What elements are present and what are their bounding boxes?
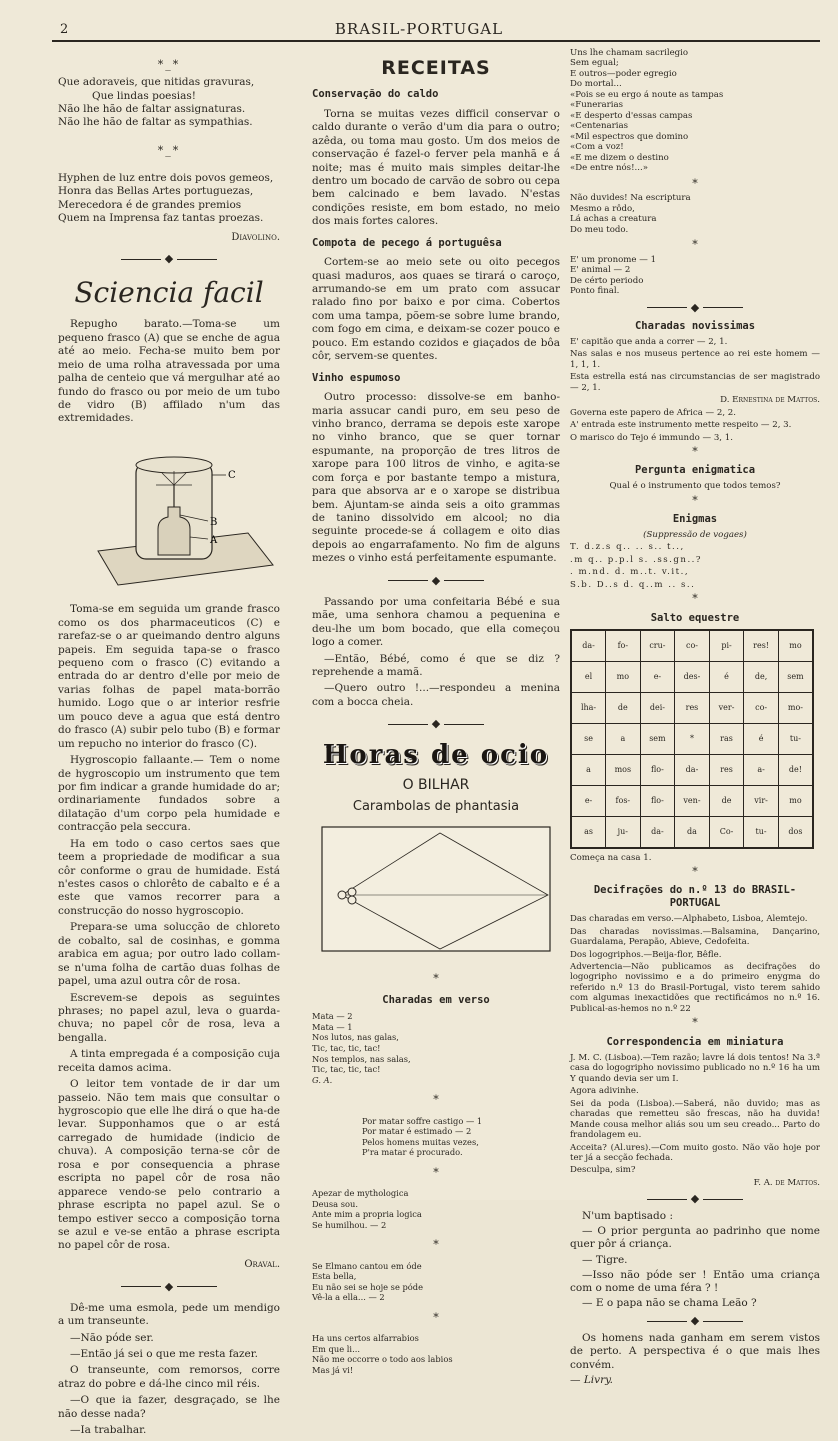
grid-cell: * [675, 723, 710, 754]
signature: Diavolino. [231, 231, 280, 243]
charade-line: Deusa sou. [312, 1198, 358, 1209]
decipher-item: Das charadas em verso.—Alphabeto, Lisboa, Alemtejo. [570, 914, 808, 925]
grid-cell: de [606, 692, 641, 723]
grid-cell: flo- [640, 785, 675, 816]
grid-row [571, 692, 813, 723]
charade-line: Em que li... [312, 1343, 360, 1354]
paragraph: A tinta empregada é a composição cuja receita damos acima. [58, 1048, 280, 1074]
poem-line: Que lindas poesias! [92, 89, 196, 102]
star-divider: * [692, 176, 698, 190]
page-header [0, 0, 838, 40]
paragraph: Toma-se em seguida um grande frasco como os dos pharmaceuticos (C) e rarefaz-se o ar queimando dentro alguns papeis. Em seguida tapa-se o frasco pequeno com o frasco (C) evitando a entrada do ar dentro d'elle por meio de varias folhas de papel mata-borrão humido. Logo que o ar interior resfrie um pouco deve a agua que está dentro do frasco (A) subir pelo tubo (B) e formar um repucho no interior do frasco (C). [58, 603, 280, 750]
charade [312, 1011, 560, 1085]
decipher-item: Dos logogriphos.—Beija-flor, Bêfle. [570, 949, 722, 960]
star-divider: * [692, 493, 698, 507]
grid-cell: da- [640, 816, 675, 848]
grid-cell: as [571, 816, 606, 848]
grid-cell: e- [640, 661, 675, 692]
star-divider: * [433, 1093, 439, 1107]
charade-line: Por matar é estimado — 2 [362, 1126, 472, 1137]
grid-cell: é [709, 661, 744, 692]
charade-line: P'ra matar é procurado. [362, 1147, 463, 1158]
charade-item: O marisco do Tejo é immundo — 3, 1. [570, 432, 733, 443]
charade-item: Esta estrella está nas circumstancias de ser magistrado — 2, 1. [570, 372, 820, 393]
poem-line: Honra das Bellas Artes portuguezas, [58, 185, 254, 198]
grid-cell: lha- [571, 692, 606, 723]
enigma-line: T. d.z.s q.. .. s.. t.., [570, 542, 685, 553]
paragraph: —Não póde ser. [70, 1331, 154, 1344]
correspondence-item: Acceita? (Al.ures).—Com muito gosto. Não vão hoje por ter já a secção fechada. [570, 1142, 820, 1163]
poem-line: E' animal — 2 [570, 265, 631, 276]
recipe-heading: Conservação do caldo [312, 88, 439, 101]
charade-poem [570, 193, 820, 235]
poem-line: Hyphen de luz entre dois povos gemeos, [58, 171, 274, 184]
label-b: B [210, 516, 218, 528]
star-divider: * [433, 1238, 439, 1252]
ornament-divider: ◆ [58, 252, 280, 266]
attribution: — Livry. [570, 1373, 613, 1386]
subsection-heading: Correspondencia em miniatura [606, 1035, 784, 1048]
grid-cell: fo- [606, 630, 641, 662]
paragraph: Os homens nada ganham em serem vistos de perto. A perspectiva é o que mais lhes convém. [570, 1332, 820, 1371]
paragraph: Hygroscopio fallaante.— Tem o nome de hygroscopio um instrumento que tem por fim indicar a grande humidade do ar; ordinariamente fundados sobre a dilatação d'um corpo pela humidade e contracção pela seccura. [58, 754, 280, 834]
poem-line: Do mortal... [570, 79, 622, 90]
stars-divider: *_* [157, 143, 181, 157]
recipe-heading: Vinho espumoso [312, 371, 401, 384]
grid-cell: el [571, 661, 606, 692]
charade-line: Se humilhou. — 2 [312, 1219, 387, 1230]
grid-cell: res [675, 692, 710, 723]
star-divider: * [692, 592, 698, 606]
paragraph: —O que ia fazer, desgraçado, se lhe não desse nada? [58, 1394, 280, 1420]
grid-cell: mo [606, 661, 641, 692]
grid-cell: ras [709, 723, 744, 754]
paragraph: —Isso não póde ser ! Então uma criança com o nome de uma féra ? ! [570, 1268, 820, 1294]
ornament-divider: ◆ [570, 301, 820, 314]
star-divider: * [433, 971, 439, 985]
paragraph: O leitor tem vontade de ir dar um passeio. Não tem mais que consultar o hygroscopio que elle lhe dirá o que ha-de levar. Supponhamos que o ar está carregado de humidade (indicio de chuva). A composição terna-se côr de rosa e por consequencia a phrase escripta no papel côr de rosa não apparece vendo-se pelo contrario a phrase escripta no papel azul. Se o tempo estiver secco a composição torna se azul e ve-se então a phrase escripta no papel côr de rosa. [58, 1078, 280, 1252]
knight-tour-grid [570, 629, 814, 849]
paragraph: — Tigre. [582, 1253, 628, 1266]
poem-line: «Pois se eu ergo á noute as tampas [570, 89, 724, 100]
decipher-item: Advertencia—Não publicamos as decifrações do logogripho novissimo e a do primeiro enygma do referido n.º 13 do Brasil-Portugal, visto terem sahido com algumas inexactidões que rectificámos no n.º 16. Publical-as-hemos no n.º 22 [570, 962, 820, 1014]
enigma-line: .m q.. p.p.l s. .ss.gn..? [570, 554, 703, 565]
star-divider: * [433, 1310, 439, 1324]
paragraph: O transeunte, com remorsos, corre atraz do pobre e dá-lhe cinco mil réis. [58, 1364, 280, 1390]
signature: Oraval. [244, 1258, 280, 1270]
section-title-fancy: Horas de ocio [322, 740, 550, 771]
poem-line: «Centenarias [570, 121, 629, 132]
grid-cell: de! [778, 754, 813, 785]
page-number: 2 [60, 22, 69, 37]
grid-row [571, 816, 813, 848]
grid-cell: fos- [606, 785, 641, 816]
grid-row [571, 661, 813, 692]
subsection-title: O BILHAR [402, 776, 470, 793]
poem-line: Não duvides! Na escriptura [570, 193, 691, 204]
grid-cell: tu- [744, 816, 779, 848]
star-divider: * [692, 1016, 698, 1030]
charade-line: Apezar de mythologica [312, 1188, 409, 1199]
correspondence-item: J. M. C. (Lisboa).—Tem razão; lavre lá dois tentos! Na 3.ª casa do logogripho novissimo publicado no n.º 16 ha um Y quando devia ser um I. [570, 1052, 820, 1084]
subsection-heading: Decifrações do n.º 13 do BRASIL-PORTUGAL [593, 884, 797, 910]
grid-cell: e- [571, 785, 606, 816]
grid-cell: a [571, 754, 606, 785]
paragraph: —Então já sei o que me resta fazer. [70, 1348, 258, 1361]
poem-line: Não lhe hão de faltar assignaturas. [58, 102, 246, 115]
correspondence-item: Desculpa, sim? [570, 1165, 636, 1176]
grid-cell: co- [675, 630, 710, 662]
charade-item: Governa este papero de Africa — 2, 2. [570, 407, 737, 418]
column-3 [570, 48, 820, 1389]
grid-cell: mos [606, 754, 641, 785]
charade-line: Se Elmano cantou em óde [312, 1260, 422, 1271]
grid-row [571, 630, 813, 662]
charade [312, 1188, 560, 1230]
poem-line: Uns lhe chamam sacrilegio [570, 48, 689, 58]
grid-cell: ju- [606, 816, 641, 848]
signature: D. Ernestina de Mattos. [720, 395, 820, 406]
grid-cell: flo- [640, 754, 675, 785]
grid-cell: a- [744, 754, 779, 785]
paragraph: Prepara-se uma solucção de chloreto de cobalto, sal de cosinhas, e gomma arabica em agua; por outro lado collam-se n'uma folha de cartão duas folhas de papel, uma azul outra côr de rosa. [58, 921, 280, 988]
charade-poem [570, 255, 820, 297]
poem-line: E' um pronome — 1 [570, 254, 657, 265]
grid-cell: é [744, 723, 779, 754]
poem-line: De cérto periodo [570, 275, 644, 286]
grid-cell: da [675, 816, 710, 848]
publication-title: BRASIL-PORTUGAL [334, 20, 504, 38]
paragraph: Ha em todo o caso certos saes que teem a propriedade de modificar a sua côr conforme o grau de humidade. Está n'estes casos o chlorêto de cabalto e é a este que vamos recorrer para a construcção do nosso hygroscopio. [58, 837, 280, 917]
charade-line: Por matar soffre castigo — 1 [362, 1115, 483, 1126]
label-c: C [228, 469, 236, 481]
paragraph: Repugho barato.—Toma-se um pequeno frasco (A) que se enche de agua até ao meio. Fecha-se muito bem por meio de uma rolha atravessada por uma palha de centeio que vá mergulhar até ao fundo do frasco ou por meio de um tubo de vidro (B) affilado n'um das extremidades. [58, 318, 280, 425]
ornament-divider: ◆ [570, 1314, 820, 1328]
correspondence-item: Agora adivinhe. [570, 1086, 639, 1097]
grid-cell: se [571, 723, 606, 754]
column-1 [58, 50, 280, 1441]
signature: F. A. de Mattos. [753, 1177, 820, 1188]
poem-line: Merecedora é de grandes premios [58, 198, 242, 211]
grid-cell: sem [778, 661, 813, 692]
charade-line: Ha uns certos alfarrabios [312, 1333, 419, 1344]
poem-2 [58, 172, 280, 226]
paragraph: Outro processo: dissolve-se em banho-maria assucar candi puro, em seu peso de vinho branco, derrama se depois este xarope no vinho branco, que se quer tornar espumante, na proporção de tres litros de xarope para 100 litros de vinho, e agita-se com força e por bastante tempo a mistura, para que absorva ar e o xarope se distribua bem. Ajuntam-se ainda seis a oito grammas de tanino dissolvido em alcool; no dia seguinte procede-se á collagem e oito dias depois ao engarrafamento. No fim de alguns mezes o vinho está perfeitamente espumante. [312, 391, 560, 565]
enigma-line: S.b. D..s d. q..m .. s.. [570, 579, 696, 590]
grid-cell: de [709, 785, 744, 816]
poem-line: E outros—poder egregio [570, 68, 677, 79]
billiard-diagram [312, 825, 560, 953]
ornament-divider: ◆ [58, 1280, 280, 1294]
poem-line: «Funerarias [570, 100, 623, 111]
charade-line: Não me occorre o todo aos labios [312, 1354, 453, 1365]
ornament-divider: ◆ [312, 574, 560, 588]
charade-signature: G. A. [312, 1074, 333, 1085]
subsection-subtitle: Carambolas de phantasia [352, 798, 520, 814]
poem-line: Do meu todo. [570, 224, 629, 235]
paragraph: — E o papa não se chama Leão ? [582, 1297, 757, 1310]
enigma-subtitle: (Suppressão de vogaes) [643, 529, 747, 540]
recipe-heading: Compota de pecego á portuguêsa [312, 236, 502, 249]
charade-line: Nos templos, nas salas, [312, 1053, 411, 1064]
grid-row [571, 785, 813, 816]
poem-line: Sem egual; [570, 58, 619, 69]
charade-line: Mata — 1 [312, 1021, 353, 1032]
poem-line: Ponto final. [570, 286, 620, 297]
label-a: A [210, 534, 218, 546]
grid-cell: co- [744, 692, 779, 723]
anecdote [570, 1210, 820, 1387]
subsection-heading: Enigmas [672, 513, 718, 526]
charade-line: Tic, tac, tic, tac! [312, 1042, 381, 1053]
charade-line: Mas já vi! [312, 1364, 354, 1375]
charade-line: Esta bella, [312, 1271, 357, 1282]
section-title: RECEITAS [381, 57, 491, 79]
grid-row [571, 754, 813, 785]
poem-line: Que adoraveis, que nitidas gravuras, [58, 76, 255, 89]
charade-line: Tic, tac, tic, tac! [312, 1064, 381, 1075]
charade [362, 1116, 560, 1158]
decipher-item: Das charadas novissimas.—Balsamina, Dançarino, Guardalama, Perapão, Abieve, Cedofeita. [570, 926, 820, 948]
grid-cell: res! [744, 630, 779, 662]
poem-line: «De entre nós!...» [570, 163, 648, 174]
grid-cell: dei- [640, 692, 675, 723]
star-divider: * [433, 1165, 439, 1179]
grid-cell: da- [675, 754, 710, 785]
grid-cell: vir- [744, 785, 779, 816]
grid-cell: mo [778, 630, 813, 662]
section-title: Sciencia facil [74, 275, 264, 309]
charade-item: E' capitão que anda a correr — 2, 1. [570, 336, 728, 347]
poem-line: Quem na Imprensa faz tantas proezas. [58, 212, 264, 225]
poem-line: Mesmo a rôdo, [570, 203, 635, 214]
star-divider: * [692, 445, 698, 459]
grid-cell: a [606, 723, 641, 754]
grid-cell: dos [778, 816, 813, 848]
poem-1 [58, 76, 280, 130]
charade-line: Pelos homens muitas vezes, [362, 1136, 479, 1147]
grid-cell: tu- [778, 723, 813, 754]
grid-cell: ver- [709, 692, 744, 723]
column-2 [312, 50, 560, 1375]
grid-cell: ven- [675, 785, 710, 816]
paragraph: Cortem-se ao meio sete ou oito pecegos quasi maduros, aos quaes se tirará o caroço, arrumando-se em um prato com assucar ralado fino por baixo e por cima. Cobertos com uma tampa, põem-se sobre lume brando, com fogo em cima, e deixam-se cozer pouco e pouco. Em estando cozidos e giaçados de bôa côr, servem-se quentes. [312, 256, 560, 363]
grid-note: Começa na casa 1. [570, 852, 652, 863]
grid-cell: mo [778, 785, 813, 816]
grid-cell: cru- [640, 630, 675, 662]
subsection-heading: Charadas em verso [382, 993, 490, 1006]
paragraph: Dê-me uma esmola, pede um mendigo a um transeunte. [58, 1301, 280, 1328]
flask-illustration [58, 433, 280, 593]
ornament-divider: ◆ [312, 717, 560, 731]
charade-line: Vê-la a ella... — 2 [312, 1292, 385, 1303]
subsection-heading: Charadas novissimas [634, 319, 756, 332]
grid-cell: pi- [709, 630, 744, 662]
charade-item: Nas salas e nos museus pertence ao rei este homem — 1, 1, 1. [570, 349, 820, 370]
poem-line: «E me dizem o destino [570, 152, 669, 163]
header-rule [52, 40, 820, 42]
poem-line: «Mil espectros que domino [570, 131, 689, 142]
subsection-heading: Salto equestre [650, 611, 740, 624]
paragraph: Torna se muitas vezes difficil conservar o caldo durante o verão d'um dia para o outro; azêda, ou toma mau gosto. Um dos meios de conservação é fazel-o ferver pela manhã e á noite; mas é muito mais simples deitar-lhe dentro um bocado de carvão de sobro ou cepa bem calcinado e bem lavado. N'estas condições resiste, em bom estado, no meio dos mais fortes calores. [312, 107, 560, 228]
charade-line: Eu não sei se hoje se póde [312, 1281, 424, 1292]
charade-line: Ante mim a propria logica [312, 1209, 422, 1220]
grid-cell: da- [571, 630, 606, 662]
charade [312, 1261, 560, 1303]
charade-item: A' entrada este instrumento mette respeito — 2, 3. [570, 420, 792, 431]
poem-line: Não lhe hão de faltar as sympathias. [58, 116, 253, 129]
riddle-question: Qual é o instrumento que todos temos? [609, 481, 781, 492]
paragraph: —Ia trabalhar. [70, 1424, 147, 1437]
enigma-line: . m.nd. d. m..t. v.it., [570, 567, 690, 578]
poem-line: «E desperto d'essas campas [570, 110, 693, 121]
grid-row [571, 723, 813, 754]
charade-line: Nos lutos, nas galas, [312, 1032, 399, 1043]
grid-cell: sem [640, 723, 675, 754]
star-divider: * [692, 865, 698, 879]
charade-line: Mata — 2 [312, 1011, 353, 1022]
charade-poem [570, 48, 820, 174]
correspondence-item: Sei da poda (Lisboa).—Saberá, não duvido; mas as charadas que remetteu são frescas, não ha duvida! Mande cousa melhor aliás sou um seu creado... Parto do frandolagem eu. [570, 1098, 820, 1141]
poem-line: Lá achas a creatura [570, 214, 657, 225]
ornament-divider: ◆ [570, 1192, 820, 1205]
grid-cell: des- [675, 661, 710, 692]
stars-divider: *_* [157, 58, 181, 71]
poem-line: «Com a voz! [570, 142, 624, 153]
charade [312, 1333, 560, 1375]
paragraph: —Quero outro !...—respondeu a menina com a bocca cheia. [312, 682, 560, 708]
paragraph: Passando por uma confeitaria Bébé e sua mãe, uma senhora chamou a pequenina e deu-lhe um bom bocado, que ella começou logo a comer. [312, 595, 560, 649]
paragraph: N'um baptisado : [582, 1209, 673, 1222]
grid-cell: mo- [778, 692, 813, 723]
grid-cell: res [709, 754, 744, 785]
star-divider: * [692, 238, 698, 252]
paragraph: Escrevem-se depois as seguintes phrases; no papel azul, leva o guarda-chuva; no papel côr de rosa, leva a bengalla. [58, 991, 280, 1044]
grid-cell: Co- [709, 816, 744, 848]
paragraph: — O prior pergunta ao padrinho que nome quer pôr á criança. [570, 1225, 820, 1251]
grid-cell: de, [744, 661, 779, 692]
paragraph: —Então, Bébé, como é que se diz ? reprehende a mamã. [312, 652, 560, 679]
subsection-heading: Pergunta enigmatica [634, 464, 756, 477]
